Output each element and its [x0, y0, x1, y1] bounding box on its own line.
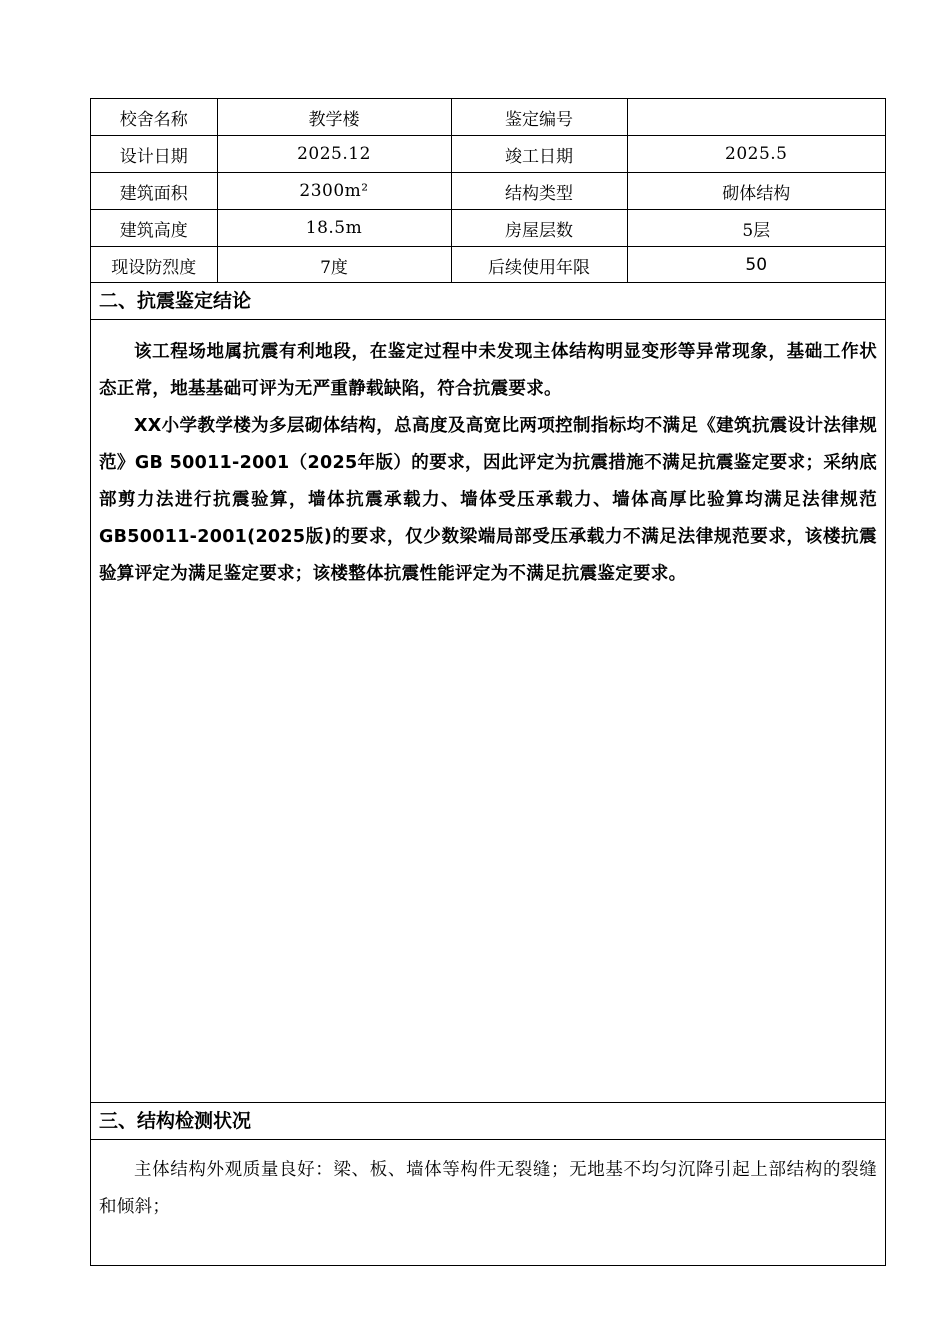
inspection-paragraph: 主体结构外观质量良好：梁、板、墙体等构件无裂缝；无地基不均匀沉降引起上部结构的裂缝和倾斜；	[99, 1160, 877, 1217]
field-label: 结构类型	[451, 173, 627, 210]
field-value: 教学楼	[217, 99, 451, 136]
field-value: 18.5m	[217, 210, 451, 247]
table-row	[91, 99, 885, 136]
field-value: 2025.12	[217, 136, 451, 173]
field-label: 竣工日期	[451, 136, 627, 173]
table-row	[91, 173, 885, 210]
section-title-conclusion: 二、抗震鉴定结论	[91, 282, 885, 320]
field-label: 后续使用年限	[451, 247, 627, 284]
field-label: 现设防烈度	[91, 247, 217, 284]
conclusion-paragraph: XX小学教学楼为多层砌体结构，总高度及高宽比两项控制指标均不满足《建筑抗震设计法律规范》GB 50011-2001（2025年版）的要求，因此评定为抗震措施不满足抗震鉴定要求；采纳底部剪力法进行抗震验算，墙体抗震承载力、墙体受压承载力、墙体高厚比验算均满足法律规范GB50011-2001(2025版)的要求，仅少数梁端局部受压承载力不满足法律规范要求，该楼抗震验算评定为满足鉴定要求；该楼整体抗震性能评定为不满足抗震鉴定要求。	[99, 416, 877, 584]
field-label: 建筑面积	[91, 173, 217, 210]
field-value: 7度	[217, 247, 451, 284]
field-label: 鉴定编号	[451, 99, 627, 136]
table-row	[91, 247, 885, 284]
field-value	[627, 99, 885, 136]
inspection-body	[91, 1152, 885, 1226]
table-row	[91, 136, 885, 173]
appraisal-form	[90, 98, 886, 1266]
field-value: 5层	[627, 210, 885, 247]
section-title-inspection: 三、结构检测状况	[91, 1102, 885, 1140]
building-info-table	[91, 99, 885, 283]
field-label: 建筑高度	[91, 210, 217, 247]
table-row	[91, 210, 885, 247]
conclusion-body	[91, 334, 885, 593]
field-value: 2300m²	[217, 173, 451, 210]
field-label: 房屋层数	[451, 210, 627, 247]
field-label: 校舍名称	[91, 99, 217, 136]
field-label: 设计日期	[91, 136, 217, 173]
field-value: 50	[627, 247, 885, 284]
field-value: 砌体结构	[627, 173, 885, 210]
field-value: 2025.5	[627, 136, 885, 173]
conclusion-paragraph: 该工程场地属抗震有利地段，在鉴定过程中未发现主体结构明显变形等异常现象，基础工作状态正常，地基基础可评为无严重静载缺陷，符合抗震要求。	[99, 342, 877, 399]
